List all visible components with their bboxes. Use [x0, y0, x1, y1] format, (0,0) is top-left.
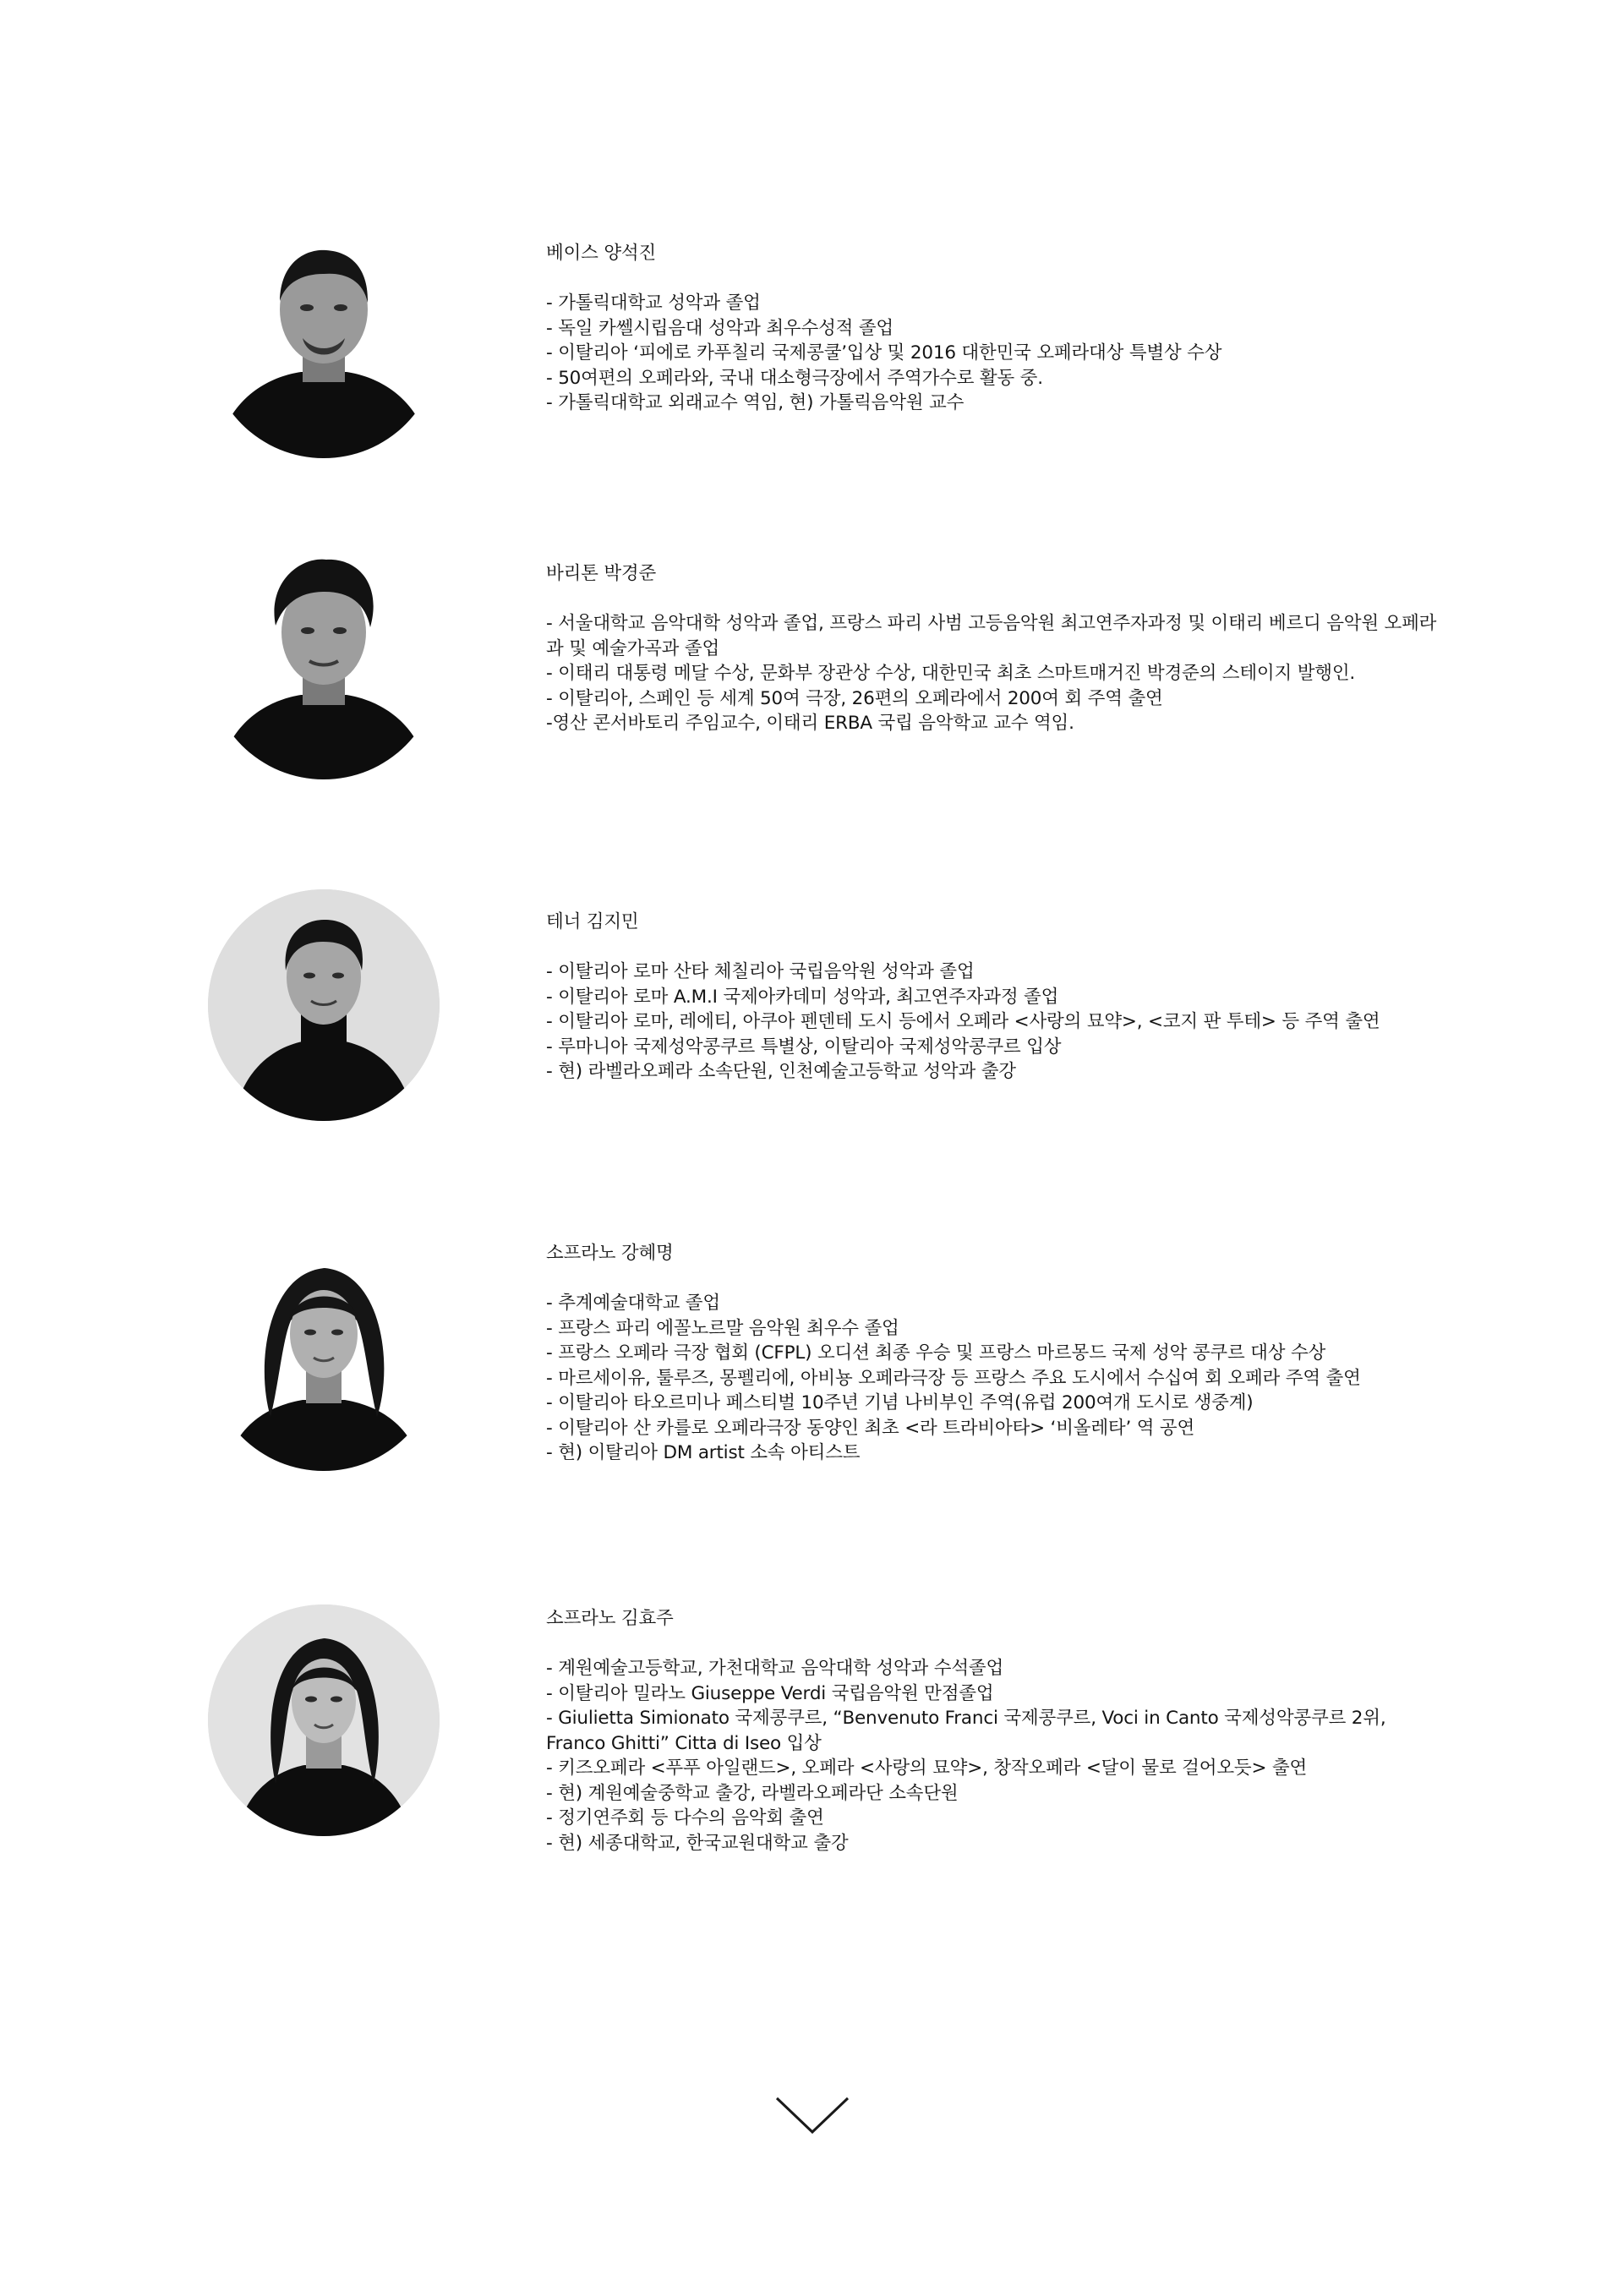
portrait-photo [208, 548, 440, 779]
bio-block [546, 1606, 1442, 1856]
bio-line: - 이탈리아 로마 산타 체칠리아 국립음악원 성악과 졸업 [546, 961, 975, 982]
singer-name: 바리톤 박경준 [546, 563, 657, 584]
bio-line: - 추계예술대학교 졸업 [546, 1293, 720, 1314]
bio-line: - 이탈리아 로마, 레에티, 아쿠아 펜덴테 도시 등에서 오페라 <사랑의 묘약>, <코지 판 투테> 등 주역 출연 [546, 1011, 1380, 1032]
bio-line: - 계원예술고등학교, 가천대학교 음악대학 성악과 수석졸업 [546, 1658, 1004, 1679]
bio-list [546, 1656, 1442, 1856]
bio-line: - 이탈리아 산 카를로 오페라극장 동양인 최초 <라 트라비아타> ‘비올레타’ 역 공연 [546, 1417, 1195, 1439]
bio-line: - 현) 세종대학교, 한국교원대학교 출강 [546, 1832, 849, 1854]
singer-name: 테너 김지민 [546, 911, 639, 932]
singer-name: 베이스 양석진 [546, 243, 657, 264]
singer-portrait-icon [208, 227, 440, 458]
bio-line: - 프랑스 오페라 극장 협회 (CFPL) 오디션 최종 우승 및 프랑스 마르몽드 국제 성악 콩쿠르 대상 수상 [546, 1342, 1326, 1364]
portrait-photo [208, 889, 440, 1121]
bio-line: - Giulietta Simionato 국제콩쿠르, “Benvenuto Franci 국제콩쿠르, Voci in Canto 국제성악콩쿠르 2위, Franco Ghitti” Citta di Iseo 입상 [546, 1708, 1392, 1754]
bio-line: - 이탈리아 타오르미나 페스티벌 10주년 기념 나비부인 주역(유럽 200여개 도시로 생중계) [546, 1392, 1254, 1413]
bio-line: - 이탈리아 ‘피에로 카푸칠리 국제콩쿨’입상 및 2016 대한민국 오페라대상 특별상 수상 [546, 342, 1222, 364]
bio-line: - 프랑스 파리 에꼴노르말 음악원 최우수 졸업 [546, 1317, 899, 1339]
scroll-down-button[interactable] [774, 2095, 850, 2137]
bio-block [546, 910, 1442, 1085]
singer-name: 소프라노 강혜명 [546, 1243, 674, 1264]
bio-line: - 현) 라벨라오페라 소속단원, 인천예술고등학교 성악과 출강 [546, 1061, 1016, 1082]
bio-line: - 이태리 대통령 메달 수상, 문화부 장관상 수상, 대한민국 최초 스마트매거진 박경준의 스테이지 발행인. [546, 663, 1356, 684]
bio-block [546, 241, 1442, 416]
singer-name: 소프라노 김효주 [546, 1608, 674, 1629]
bio-line: - 가톨릭대학교 성악과 졸업 [546, 292, 761, 314]
bio-line: - 이탈리아 로마 A.M.I 국제아카데미 성악과, 최고연주자과정 졸업 [546, 986, 1059, 1008]
bio-line: - 이탈리아, 스페인 등 세계 50여 극장, 26편의 오페라에서 200여 회 주역 출연 [546, 687, 1163, 709]
bio-line: - 50여편의 오페라와, 국내 대소형극장에서 주역가수로 활동 중. [546, 367, 1043, 389]
bio-line: - 키즈오페라 <푸푸 아일랜드>, 오페라 <사랑의 묘약>, 창작오페라 <달이 물로 걸어오듯> 출연 [546, 1758, 1308, 1779]
bio-line: - 이탈리아 밀라노 Giuseppe Verdi 국립음악원 만점졸업 [546, 1682, 994, 1704]
portrait-photo [208, 227, 440, 458]
bio-list [546, 611, 1442, 736]
bio-line: - 독일 카쎌시립음대 성악과 최우수성적 졸업 [546, 317, 893, 339]
bio-list [546, 959, 1442, 1085]
bio-line: -영산 콘서바토리 주임교수, 이태리 ERBA 국립 음악학교 교수 역임. [546, 713, 1074, 734]
bio-line: - 현) 이탈리아 DM artist 소속 아티스트 [546, 1442, 861, 1463]
bio-line: - 정기연주회 등 다수의 음악회 출연 [546, 1807, 824, 1829]
singer-portrait-icon [208, 889, 440, 1121]
bio-block [546, 561, 1442, 736]
bio-line: - 루마니아 국제성악콩쿠르 특별상, 이탈리아 국제성악콩쿠르 입상 [546, 1036, 1062, 1058]
chevron-down-icon [774, 2095, 850, 2137]
bio-line: - 마르세이유, 툴루즈, 몽펠리에, 아비뇽 오페라극장 등 프랑스 주요 도시에서 수십여 회 오페라 주역 출연 [546, 1367, 1361, 1389]
singer-portrait-icon [208, 1239, 440, 1471]
bio-line: - 현) 계원예술중학교 출강, 라벨라오페라단 소속단원 [546, 1782, 959, 1804]
bio-block [546, 1241, 1442, 1466]
bio-line: - 서울대학교 음악대학 성악과 졸업, 프랑스 파리 사범 고등음악원 최고연주자과정 및 이태리 베르디 음악원 오페라과 및 예술가곡과 졸업 [546, 613, 1437, 659]
portrait-photo [208, 1604, 440, 1836]
portrait-photo [208, 1239, 440, 1471]
singer-portrait-icon [208, 1604, 440, 1836]
singer-portrait-icon [208, 548, 440, 779]
bio-list [546, 291, 1442, 416]
bio-line: - 가톨릭대학교 외래교수 역임, 현) 가톨릭음악원 교수 [546, 392, 965, 413]
bio-list [546, 1291, 1442, 1466]
